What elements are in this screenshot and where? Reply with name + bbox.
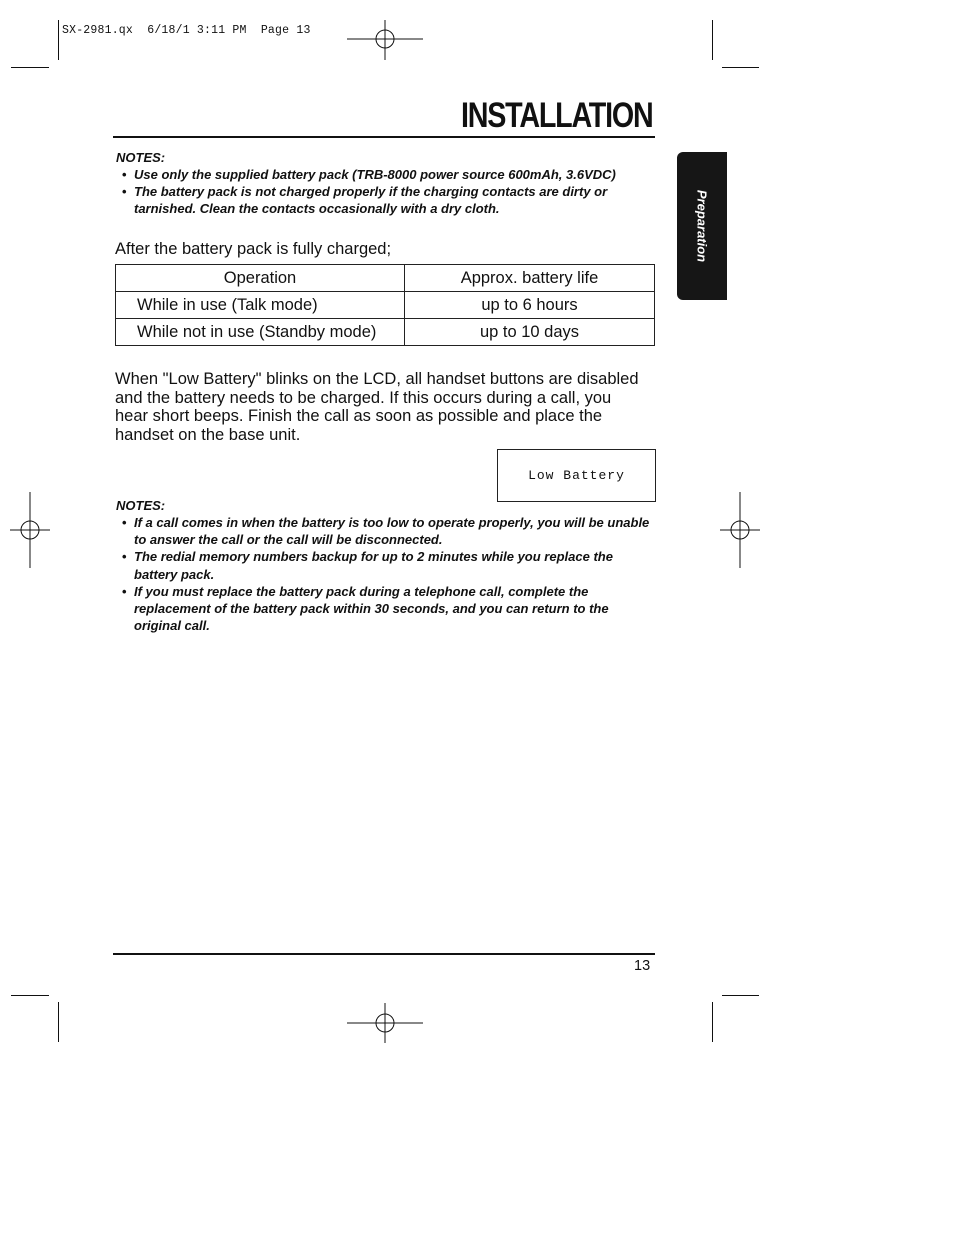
notes-list [116, 514, 656, 634]
table-cell: While not in use (Standby mode) [116, 319, 405, 346]
note-item: • The battery pack is not charged properly if the charging contacts are dirty or tarnished. Clean the contacts occasionally with a dry cloth. [116, 183, 660, 217]
note-item: • If you must replace the battery pack during a telephone call, complete the replacement of the battery pack within 30 seconds, and you can return to the original call. [116, 583, 656, 635]
intro-text: After the battery pack is fully charged; [115, 240, 392, 258]
column-header-operation: Operation [116, 265, 405, 292]
notes-heading: NOTES: [116, 498, 166, 513]
crop-mark [11, 67, 49, 68]
low-battery-paragraph: When "Low Battery" blinks on the LCD, all handset buttons are disabled and the battery needs to be charged. If this occurs during a call, you hear short beeps. Finish the call as soon as possible and place the handset on the base unit. [115, 370, 639, 444]
battery-life-table [115, 264, 655, 346]
crop-mark [712, 20, 713, 60]
notes-list [116, 166, 660, 218]
table-cell: up to 6 hours [405, 292, 655, 319]
crop-mark [712, 1002, 713, 1042]
print-slug: SX-2981.qx 6/18/1 3:11 PM Page 13 [62, 24, 311, 37]
table-row [116, 319, 655, 346]
crop-mark [722, 995, 759, 996]
table-cell: up to 10 days [405, 319, 655, 346]
footer-rule [113, 953, 655, 955]
note-item: • Use only the supplied battery pack (TRB-8000 power source 600mAh, 3.6VDC) [116, 166, 660, 183]
registration-mark-icon [345, 1003, 425, 1043]
title-rule [113, 136, 655, 138]
registration-mark-icon [10, 492, 50, 568]
crop-mark [11, 995, 49, 996]
crop-mark [722, 67, 759, 68]
note-item: • The redial memory numbers backup for up to 2 minutes while you replace the battery pack. [116, 548, 656, 582]
table-header-row [116, 265, 655, 292]
table-row [116, 292, 655, 319]
registration-mark-icon [345, 20, 425, 60]
section-tab [677, 152, 727, 300]
page-title: INSTALLATION [460, 96, 652, 135]
lcd-display: Low Battery [497, 449, 656, 502]
crop-mark [58, 1002, 59, 1042]
section-tab-label: Preparation [694, 189, 710, 263]
table-cell: While in use (Talk mode) [116, 292, 405, 319]
crop-mark [58, 20, 59, 60]
registration-mark-icon [720, 492, 760, 568]
page-number: 13 [634, 958, 651, 974]
notes-heading: NOTES: [116, 150, 166, 165]
note-item: • If a call comes in when the battery is too low to operate properly, you will be unable to answer the call or the call will be disconnected. [116, 514, 656, 548]
column-header-battery-life: Approx. battery life [405, 265, 655, 292]
